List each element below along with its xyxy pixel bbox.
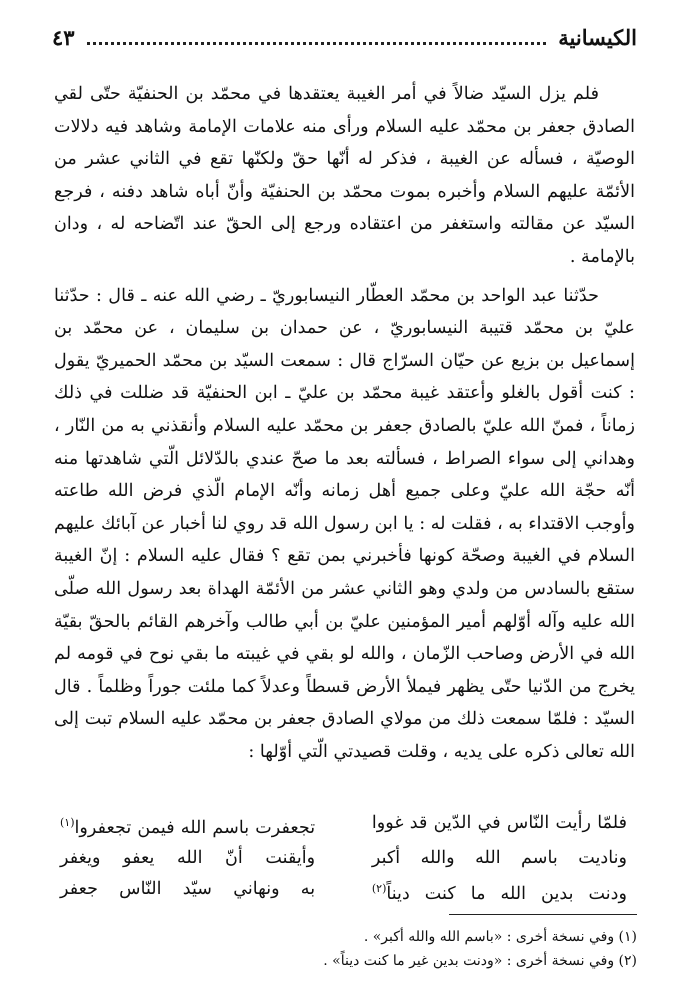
poem-verse-1 [60, 808, 627, 843]
paragraph-1: فلم يزل السيّد ضالاً في أمر الغيبة يعتقدها في محمّد بن الحنفيّة حتّى لقي الصادق جعفر بن محمّد عليه السلام ورأى منه علامات الإمامة وشاهد فيه دلالات الوصيّة ، فسأله عن الغيبة ، فذكر له أنّها حقّ ولكنّها تقع في الثاني عشر من الأئمّة عليهم السلام وأخبره بموت محمّد بن الحنفيّة وأنّ أباه شاهد دفنه ، فرجع السيّد عن مقالته واستغفر من اعتقاده ورجع إلى الحقّ عند اتّضاحه له ، ودان بالإمامة . [54, 84, 635, 267]
footnote-mark-2: (٢) [371, 881, 387, 895]
verse-2-first-hemistich: وناديت باسم الله والله أكبر [371, 848, 627, 869]
leader-dots [87, 30, 547, 45]
footnote-mark-1: (١) [60, 816, 75, 829]
verse-3-second-hemistich: به ونهاني سيّد النّاس جعفر [60, 878, 316, 899]
footnotes [60, 925, 637, 973]
poem [60, 808, 627, 909]
running-header [52, 22, 637, 52]
footnote-separator [449, 914, 637, 915]
poem-verse-2 [60, 843, 627, 874]
main-text [54, 78, 635, 768]
footnote-2: (٢) وفي نسخة أخرى : «ودنت بدين غير ما كنت ديناً» . [323, 953, 637, 969]
verse-1-second-hemistich: تجعفرت باسم الله فيمن تجعفروا$^{(١)}$ [60, 816, 316, 838]
poem-verse-3 [60, 874, 627, 909]
paragraph-2: حدّثنا عبد الواحد بن محمّد العطّار النيسابوريّ ـ رضي الله عنه ـ قال : حدّثنا عليّ بن محمّد قتيبة النيسابوريّ ، عن حمدان بن سليمان ، عن محمّد بن إسماعيل بن بزيع عن حيّان السرّاج قال : سمعت السيّد بن محمّد الحميريّ يقول : كنت أقول بالغلو وأعتقد غيبة محمّد بن عليّ ـ ابن الحنفيّة قد ضللت في ذلك زماناً ، فمنّ الله عليّ بالصادق جعفر بن محمّد عليه السلام وأنقذني به من النّار ، وهداني إلى سواء الصراط ، فسألته بعد ما صحّ عندي بالدّلائل الّتي شاهدتها منه أنّه حجّة الله عليّ وعلى جميع أهل زمانه وأنّه الإمام الّذي فرض الله طاعته وأوجب الاقتداء به ، فقلت له : يا ابن رسول الله قد روي لنا أخبار عن آبائك عليهم السلام في الغيبة وصحّة كونها فأخبرني بمن تقع ؟ فقال عليه السلام : إنّ الغيبة ستقع بالسادس من ولدي وهو الثاني عشر من الأئمّة الهداة بعد رسول الله صلّى الله عليه وآله أوّلهم أمير المؤمنين عليّ بن أبي طالب وآخرهم القائم بالحقّ بقيّة الله في الأرض وصاحب الزّمان ، والله لو بقي في غيبته ما بقي نوح في قومه لم يخرج من الدّنيا حتّى يظهر فيملأ الأرض قسطاً وعدلاً كما ملئت جوراً وظلماً . قال السيّد : فلمّا سمعت ذلك من مولاي الصادق جعفر بن محمّد عليه السلام تبت إلى الله تعالى ذكره على يديه ، وقلت قصيدتي الّتي أوّلها : [54, 285, 635, 762]
footnote-1: (١) وفي نسخة أخرى : «باسم الله والله أكبر» . [363, 929, 637, 945]
verse-2-second-hemistich: وأيقنت أنّ الله يعفو ويغفر [60, 848, 316, 869]
verse-1-first-hemistich: فلمّا رأيت النّاس في الدّين قد غووا [371, 813, 627, 833]
chapter-title: الكيسانية [558, 24, 637, 50]
verse-3-first-hemistich: ودنت بدين الله ما كنت ديناً$^{(٢)}$ [371, 881, 627, 904]
page-number: ٤٣ [52, 24, 75, 50]
